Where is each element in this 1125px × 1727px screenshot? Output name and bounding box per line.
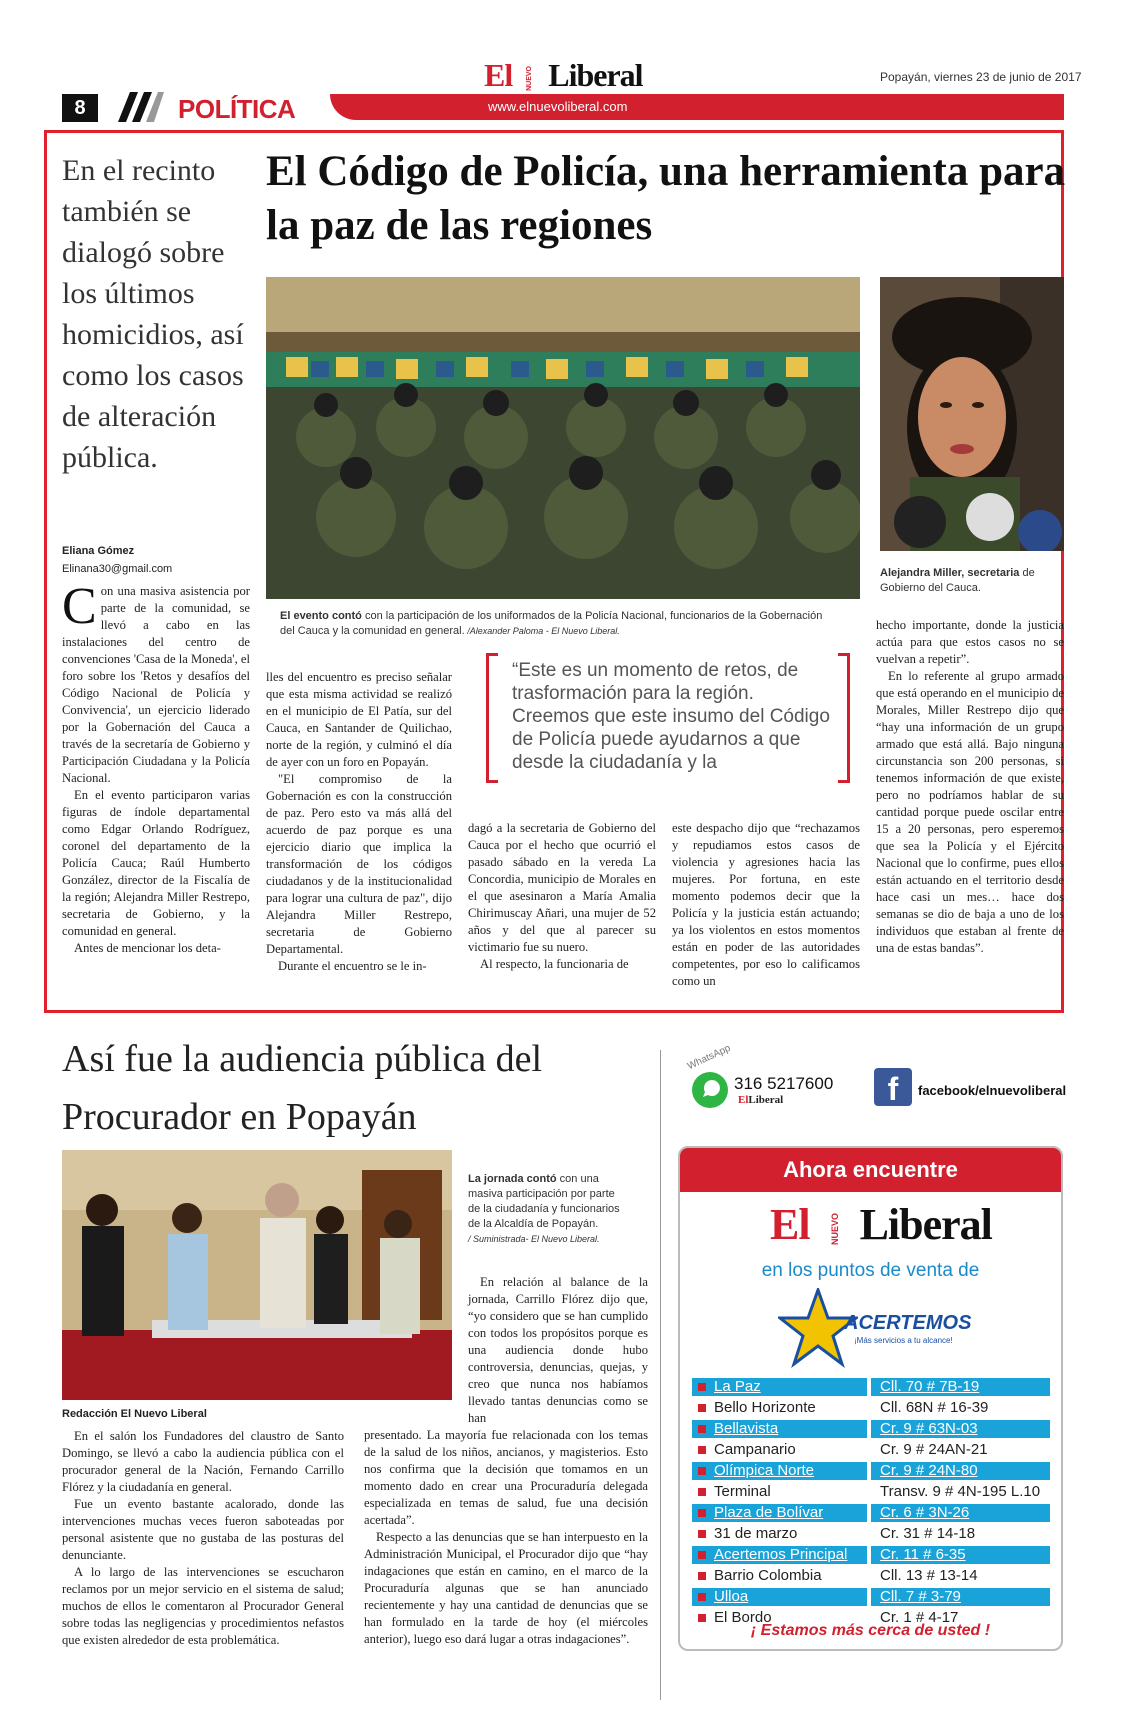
bullet-icon (698, 1593, 706, 1601)
point-of-sale-row (692, 1420, 1050, 1438)
row-gap (867, 1441, 871, 1459)
ad-subheading: en los puntos de venta de (761, 1260, 980, 1281)
second-headline: Así fue la audiencia pública del Procurador en Popayán (62, 1038, 543, 1138)
acertemos-tagline: ¡Más servicios a tu alcance! (854, 1336, 953, 1345)
bullet-icon (698, 1530, 706, 1538)
point-of-sale-row (692, 1567, 1050, 1585)
point-address: Cr. 9 # 24N-80 (880, 1462, 978, 1479)
website-url[interactable]: www.elnuevoliberal.com (488, 99, 628, 114)
ad-logo: El NUEVO Liberal (770, 1200, 992, 1249)
point-of-sale-row (692, 1588, 1050, 1606)
row-gap (867, 1588, 871, 1606)
bullet-icon (698, 1551, 706, 1559)
point-place: La Paz (714, 1378, 761, 1395)
point-place: Campanario (714, 1441, 796, 1458)
point-address: Cr. 6 # 3N-26 (880, 1504, 970, 1521)
article-column-4: este despacho dijo que “rechazamos y repudiamos estos casos de violencia y agresiones hacia las mujeres. Por fortuna, en este momento podemos decir que la Policía y la justicia están actuando; ya los violentos en estos momentos están en poder de las autoridades competentes, por eso lo calificamos como un (672, 821, 860, 988)
bullet-icon (698, 1467, 706, 1475)
point-of-sale-row (692, 1546, 1050, 1564)
whatsapp-label: WhatsApp (685, 1042, 733, 1073)
main-headline: El Código de Policía, una herramienta para la paz de las regiones (266, 148, 1066, 249)
facebook-icon[interactable]: f (874, 1068, 912, 1106)
row-gap (867, 1378, 871, 1396)
point-address: Cr. 1 # 4-17 (880, 1609, 959, 1626)
author-email[interactable]: Elinana30@gmail.com (62, 563, 173, 575)
point-of-sale-row (692, 1504, 1050, 1522)
row-gap (867, 1483, 871, 1501)
point-place: Bellavista (714, 1420, 779, 1437)
dateline: Popayán, viernes 23 de junio de 2017 (880, 70, 1082, 84)
point-place: Barrio Colombia (714, 1567, 822, 1584)
point-address: Transv. 9 # 4N-195 L.10 (880, 1483, 1041, 1500)
whatsapp-icon[interactable] (690, 1070, 730, 1110)
point-place: Terminal (714, 1483, 771, 1500)
point-address: Cr. 31 # 14-18 (880, 1525, 976, 1542)
hearing-photo (62, 1150, 452, 1400)
ad-heading: Ahora encuentre (680, 1148, 1061, 1192)
point-of-sale-row (692, 1483, 1050, 1501)
point-place: Ulloa (714, 1588, 749, 1605)
point-of-sale-row (692, 1525, 1050, 1543)
row-gap (867, 1546, 871, 1564)
whatsapp-phone[interactable]: 316 5217600 (734, 1074, 834, 1093)
article-column-3: dagó a la secretaria de Gobierno del Cauca por el hecho que ocurrió el pasado sábado en la vereda La Concordia, municipio de Morales en el que asesinaron a María Amalia Chirimuscay Añari, una mujer de 52 años y del que al parecer su victimario fue su nuero. Al respecto, la funcionaria de (468, 821, 656, 971)
bullet-icon (698, 1404, 706, 1412)
point-address: Cll. 70 # 7B-19 (880, 1378, 980, 1395)
point-place: El Bordo (714, 1609, 772, 1626)
whatsapp-mini-logo: ElLiberal (738, 1094, 784, 1106)
row-gap (867, 1567, 871, 1585)
row-gap (867, 1420, 871, 1438)
second-byline: Redacción El Nuevo Liberal (62, 1408, 207, 1420)
point-place: Acertemos Principal (714, 1546, 848, 1563)
point-address: Cll. 7 # 3-79 (880, 1588, 961, 1605)
section-slash-icon (104, 92, 164, 122)
pull-quote: En el recinto también se dialogó sobre los últimos homicidios, así como los casos de alteración pública. (62, 154, 244, 474)
bullet-icon (698, 1446, 706, 1454)
point-address: Cll. 13 # 13-14 (880, 1567, 978, 1584)
article-column-1: Con una masiva asistencia por parte de la comunidad, se llevó a cabo en las instalaciones del centro de convenciones 'Casa de la Moneda', el foro sobre los 'Retos y desafíos del Código Nacional de Policía y Convivencia', un ejercicio liderado por la Gobernación del Cauca a través de la secretaría de Gobierno y Participación Ciudadana y la Policía Nacional. En el evento participaron varias figuras de índole departamental como Edgar Orlando Rodríguez, coronel del departamento de la Policía Cauca; Raúl Humberto González, director de la Fiscalía de la región; Alejandra Miller Restrepo, secretaria de Gobierno, y la comunidad en general. Antes de mencionar los deta- (62, 578, 250, 955)
ad-footer: ¡ Estamos más cerca de usted ! (750, 1622, 991, 1639)
points-of-sale-ad (678, 1146, 1063, 1651)
point-of-sale-row (692, 1378, 1050, 1396)
acertemos-brand: ACERTEMOS (844, 1312, 972, 1334)
bullet-icon (698, 1572, 706, 1580)
portrait-photo (880, 277, 1064, 551)
page-number: 8 (62, 94, 98, 122)
second-wide-column: presentado. La mayoría fue relacionada con los temas de la salud de los niños, ancianos, y magisterios. Esto nos confirma que la decisión que tomamos en un momento dado en crear una Procuraduría delegada especializada en temas de salud, fue una decisión acertada”. Respecto a las denuncias que se han interpuesto en la Administración Municipal, el Procurador dijo que “hay indagaciones que están en camino, en el marco de la Procuraduría algunas que se han anunciado recientemente y hay una cantidad de denuncias que se han formulado en la tarde de hoy (el miércoles anterior), luego eso dará lugar a otras indagaciones”. (364, 1428, 648, 1646)
newspaper-logo: El NUEVO Liberal (484, 57, 643, 93)
point-place: 31 de marzo (714, 1525, 798, 1542)
row-gap (867, 1525, 871, 1543)
event-photo (266, 277, 860, 599)
point-address: Cr. 11 # 6-35 (880, 1546, 966, 1563)
section-title: POLÍTICA (178, 94, 296, 124)
article-column-2: lles del encuentro es preciso señalar que esta misma actividad se realizó en el municipio de El Patía, sur del Cauca, en Santander de Quilichao, norte de la región, y culminó el día de ayer con un foro en Popayán. "El compromiso de la Gobernación es con la construcción de paz. Pero esto va más allá del acuerdo de paz porque es una ejercicio diario que implica la transformación de los códigos ciudadanos y de la institucionalidad para lograr una cultura de paz", dijo Alejandra Miller Restrepo, secretaria de Gobierno Departamental. Durante el encuentro se le in- (266, 670, 452, 973)
point-of-sale-row (692, 1399, 1050, 1417)
article-column-5: hecho importante, donde la justicia actúa para que estos casos no se vuelvan a repetir”. En lo referente al grupo armado que está operando en el municipio de Morales, Miller Restrepo dijo que “hay una información de un grupo armado que está allá. Bajo ninguna circunstancia son 200 personas, si tenemos información de que existe, pero no podríamos hablar de su cantidad porque puede oscilar entre 15 a 20 personas, pero esperemos que sea la Policía y el Ejército Nacional que lo confirme, pues ellos están actuando en el territorio desde hace casi un mes… hace dos semanas se dio de baja a uno de los individuos que estaban al frente de una de estas bandas”. (876, 618, 1064, 955)
second-left-column: En el salón los Fundadores del claustro de Santo Domingo, se llevó a cabo la audiencia pública con el procurador general de la Nación, Fernando Carrillo Flórez y la ciudadanía en general. Fue un evento bastante acalorado, donde las intervenciones muchas veces fueron saboteadas por personal asistente que no gustaba de las posturas del denunciante. A lo largo de las intervenciones se escucharon reclamos por un mejor servicio en el sistema de salud; muchos de ellos le comentaron al Procurador General sobre todas las negligencias y procedimientos nefastos que existen alrededor de esta problemática. (62, 1429, 344, 1647)
event-photo-caption: El evento contó con la participación de los uniformados de la Policía Nacional, funcionarios de la Gobernación del Cauca y la comunidad en general. /Alexander Paloma - El Nuevo Liberal. (280, 610, 823, 637)
portrait-caption: Alejandra Miller, secretaria de Gobierno del Cauca. (880, 567, 1035, 594)
second-right-column: En relación al balance de la jornada, Carrillo Flórez dijo que, “yo considero que se han cumplido con todos los propósitos porque es una audiencia donde hubo controversia, denuncias, quejas, y creo que nunca nos habíamos llevado tantas denuncias como se han (468, 1275, 648, 1425)
row-gap (867, 1504, 871, 1522)
point-place: Bello Horizonte (714, 1399, 816, 1416)
hearing-photo-caption: La jornada contó con una masiva participación por parte de la ciudadanía y funcionarios de la Alcaldía de Popayán. / Suministrada- El Nuevo Liberal. (468, 1173, 620, 1244)
bullet-icon (698, 1383, 706, 1391)
bullet-icon (698, 1488, 706, 1496)
left-bracket (486, 653, 498, 783)
header-red-bar (330, 94, 1064, 120)
highlight-quote: “Este es un momento de retos, de trasformación para la región. Creemos que este insumo del Código de Policía puede ayudarnos a que desde la ciudadanía y la (480, 653, 856, 783)
bullet-icon (698, 1509, 706, 1517)
point-of-sale-row (692, 1462, 1050, 1480)
facebook-handle[interactable]: facebook/elnuevoliberal (918, 1083, 1067, 1098)
column-divider (660, 1050, 661, 1700)
bullet-icon (698, 1614, 706, 1622)
right-bracket (838, 653, 850, 783)
point-place: Plaza de Bolívar (714, 1504, 824, 1521)
author-name: Eliana Gómez (62, 545, 135, 557)
bullet-icon (698, 1425, 706, 1433)
point-address: Cll. 68N # 16-39 (880, 1399, 989, 1416)
point-address: Cr. 9 # 24AN-21 (880, 1441, 988, 1458)
point-address: Cr. 9 # 63N-03 (880, 1420, 978, 1437)
row-gap (867, 1399, 871, 1417)
point-place: Olímpica Norte (714, 1462, 815, 1479)
row-gap (867, 1462, 871, 1480)
drop-cap: C (62, 578, 97, 635)
point-of-sale-row (692, 1441, 1050, 1459)
